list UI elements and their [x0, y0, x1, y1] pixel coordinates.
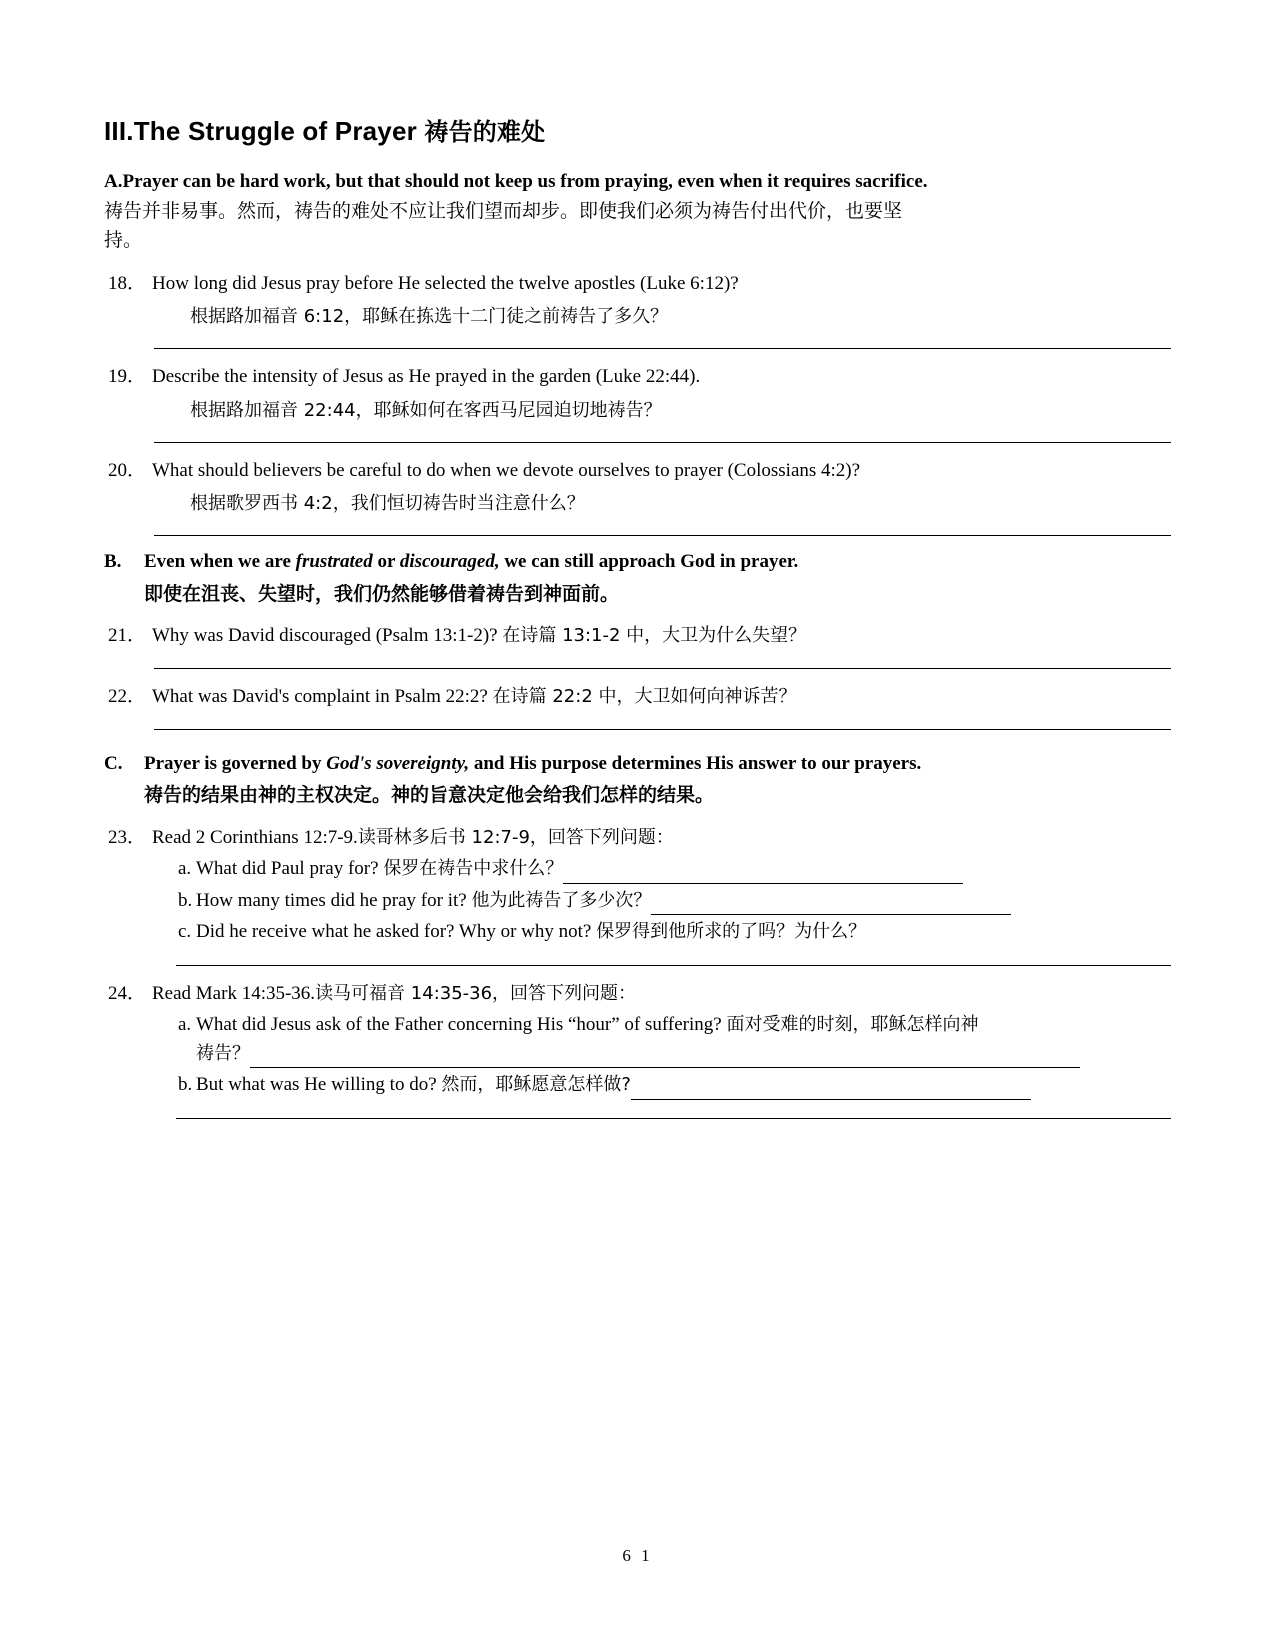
section-c-text-pre: Prayer is governed by	[144, 752, 327, 774]
question-24-number: 24．	[108, 982, 147, 1004]
question-24b-english: But what was He willing to do?	[196, 1074, 442, 1096]
answer-blank-24b[interactable]	[631, 1079, 1031, 1100]
question-23b-chinese: 他为此祷告了多少次？	[471, 889, 652, 911]
question-24a-chinese-cont: 祷告？	[196, 1042, 250, 1064]
answer-line-21[interactable]	[154, 668, 1171, 669]
question-21-number: 21．	[108, 625, 147, 647]
answer-blank-23a[interactable]	[563, 863, 963, 884]
question-19-number: 19．	[108, 366, 147, 388]
section-a-letter: A.	[104, 171, 123, 192]
question-20-english: What should believers be careful to do when we devote ourselves to prayer (Colossians 4:2)?	[152, 459, 861, 481]
question-19	[104, 363, 1171, 424]
list-item	[152, 1071, 1171, 1100]
question-24-english: Read Mark 14:35-36.	[152, 982, 316, 1004]
question-23a-english: What did Paul pray for?	[196, 858, 384, 880]
section-a-chinese-line1: 祷告并非易事。然而，祷告的难处不应让我们望而却步。即使我们必须为祷告付出代价，也要坚	[104, 199, 903, 222]
question-23-chinese: 读哥林多后书 12:7-9，回答下列问题：	[357, 826, 674, 848]
answer-line-19[interactable]	[154, 442, 1171, 443]
question-22	[104, 683, 1171, 711]
question-24a-english: What did Jesus ask of the Father concerning His “hour” of suffering?	[196, 1014, 727, 1036]
question-18-english: How long did Jesus pray before He selected the twelve apostles (Luke 6:12)?	[152, 272, 739, 294]
question-20-number: 20．	[108, 459, 147, 481]
list-item	[152, 855, 1171, 884]
section-c-letter: C.	[104, 752, 123, 774]
section-b-text-mid: or	[372, 551, 400, 573]
section-c-heading	[104, 750, 1171, 778]
answer-blank-24a[interactable]	[250, 1047, 1080, 1068]
answer-line-18[interactable]	[154, 348, 1171, 349]
section-b-italic-frustrated: frustrated	[295, 551, 373, 573]
question-24a-label: a.	[178, 1014, 192, 1036]
question-23b-english: How many times did he pray for it?	[196, 889, 472, 911]
section-b-text-post: we can still approach God in prayer.	[499, 551, 799, 573]
list-item	[152, 887, 1171, 916]
question-24-subitems	[152, 1011, 1171, 1100]
answer-line-23[interactable]	[176, 965, 1171, 966]
question-23b-label: b.	[178, 889, 193, 911]
question-18-chinese: 根据路加福音 6:12，耶稣在拣选十二门徒之前祷告了多久？	[190, 306, 669, 328]
question-22-number: 22．	[108, 686, 147, 708]
list-item	[152, 1011, 1171, 1068]
section-a-chinese-line2: 持。	[104, 229, 143, 252]
answer-blank-23b[interactable]	[651, 894, 1011, 915]
question-18	[104, 270, 1171, 331]
section-c-chinese: 祷告的结果由神的主权决定。神的旨意决定他会给我们怎样的结果。	[144, 784, 715, 807]
section-a-text: Prayer can be hard work, but that should not keep us from praying, even when it requires sacrifice.	[122, 171, 928, 192]
question-23	[104, 824, 1171, 947]
question-24b-label: b.	[178, 1074, 193, 1096]
question-24a-chinese: 面对受难的时刻，耶稣怎样向神	[726, 1014, 979, 1036]
page-number: 6 1	[622, 1546, 653, 1565]
page-title	[104, 112, 1171, 147]
question-23-subitems	[152, 855, 1171, 947]
question-23c-english: Did he receive what he asked for? Why or why not?	[196, 921, 597, 943]
question-24b-chinese: 然而，耶稣愿意怎样做?	[441, 1074, 631, 1096]
section-c-italic-sovereignty: God's sovereignty,	[326, 752, 470, 774]
title-number: III.	[104, 116, 134, 146]
question-23c-chinese: 保罗得到他所求的了吗？为什么？	[596, 921, 867, 943]
question-23a-label: a.	[178, 858, 192, 880]
question-21-chinese: 在诗篇 13:1-2 中，大卫为什么失望？	[502, 625, 807, 647]
question-24-chinese: 读马可福音 14:35-36，回答下列问题：	[315, 982, 637, 1004]
question-18-number: 18．	[108, 272, 147, 294]
answer-line-24[interactable]	[176, 1118, 1171, 1119]
question-23-english: Read 2 Corinthians 12:7-9.	[152, 826, 358, 848]
section-b-chinese: 即使在沮丧、失望时，我们仍然能够借着祷告到神面前。	[144, 582, 620, 605]
section-b-italic-discouraged: discouraged,	[399, 551, 500, 573]
section-a-heading	[104, 169, 1171, 195]
section-b-letter: B.	[104, 551, 122, 573]
section-c-text-post: and His purpose determines His answer to our prayers.	[469, 752, 922, 774]
question-22-chinese: 在诗篇 22:2 中，大卫如何向神诉苦？	[492, 686, 797, 708]
question-23c-label: c.	[178, 921, 192, 943]
title-chinese: 祷告的难处	[424, 118, 546, 146]
section-b-heading	[104, 548, 1171, 576]
question-19-english: Describe the intensity of Jesus as He prayed in the garden (Luke 22:44).	[152, 366, 701, 388]
question-21	[104, 622, 1171, 650]
title-english: The Struggle of Prayer	[133, 116, 425, 146]
question-23-number: 23．	[108, 826, 147, 848]
question-24	[104, 980, 1171, 1100]
question-21-english: Why was David discouraged (Psalm 13:1-2)?	[152, 625, 503, 647]
question-20-chinese: 根据歌罗西书 4:2，我们恒切祷告时当注意什么？	[190, 493, 585, 515]
question-20	[104, 457, 1171, 518]
question-19-chinese: 根据路加福音 22:44，耶稣如何在客西马尼园迫切地祷告？	[190, 399, 662, 421]
question-23a-chinese: 保罗在祷告中求什么？	[383, 858, 564, 880]
list-item	[152, 918, 1171, 947]
section-b-text-pre: Even when we are	[144, 551, 296, 573]
question-22-english: What was David's complaint in Psalm 22:2?	[152, 686, 493, 708]
